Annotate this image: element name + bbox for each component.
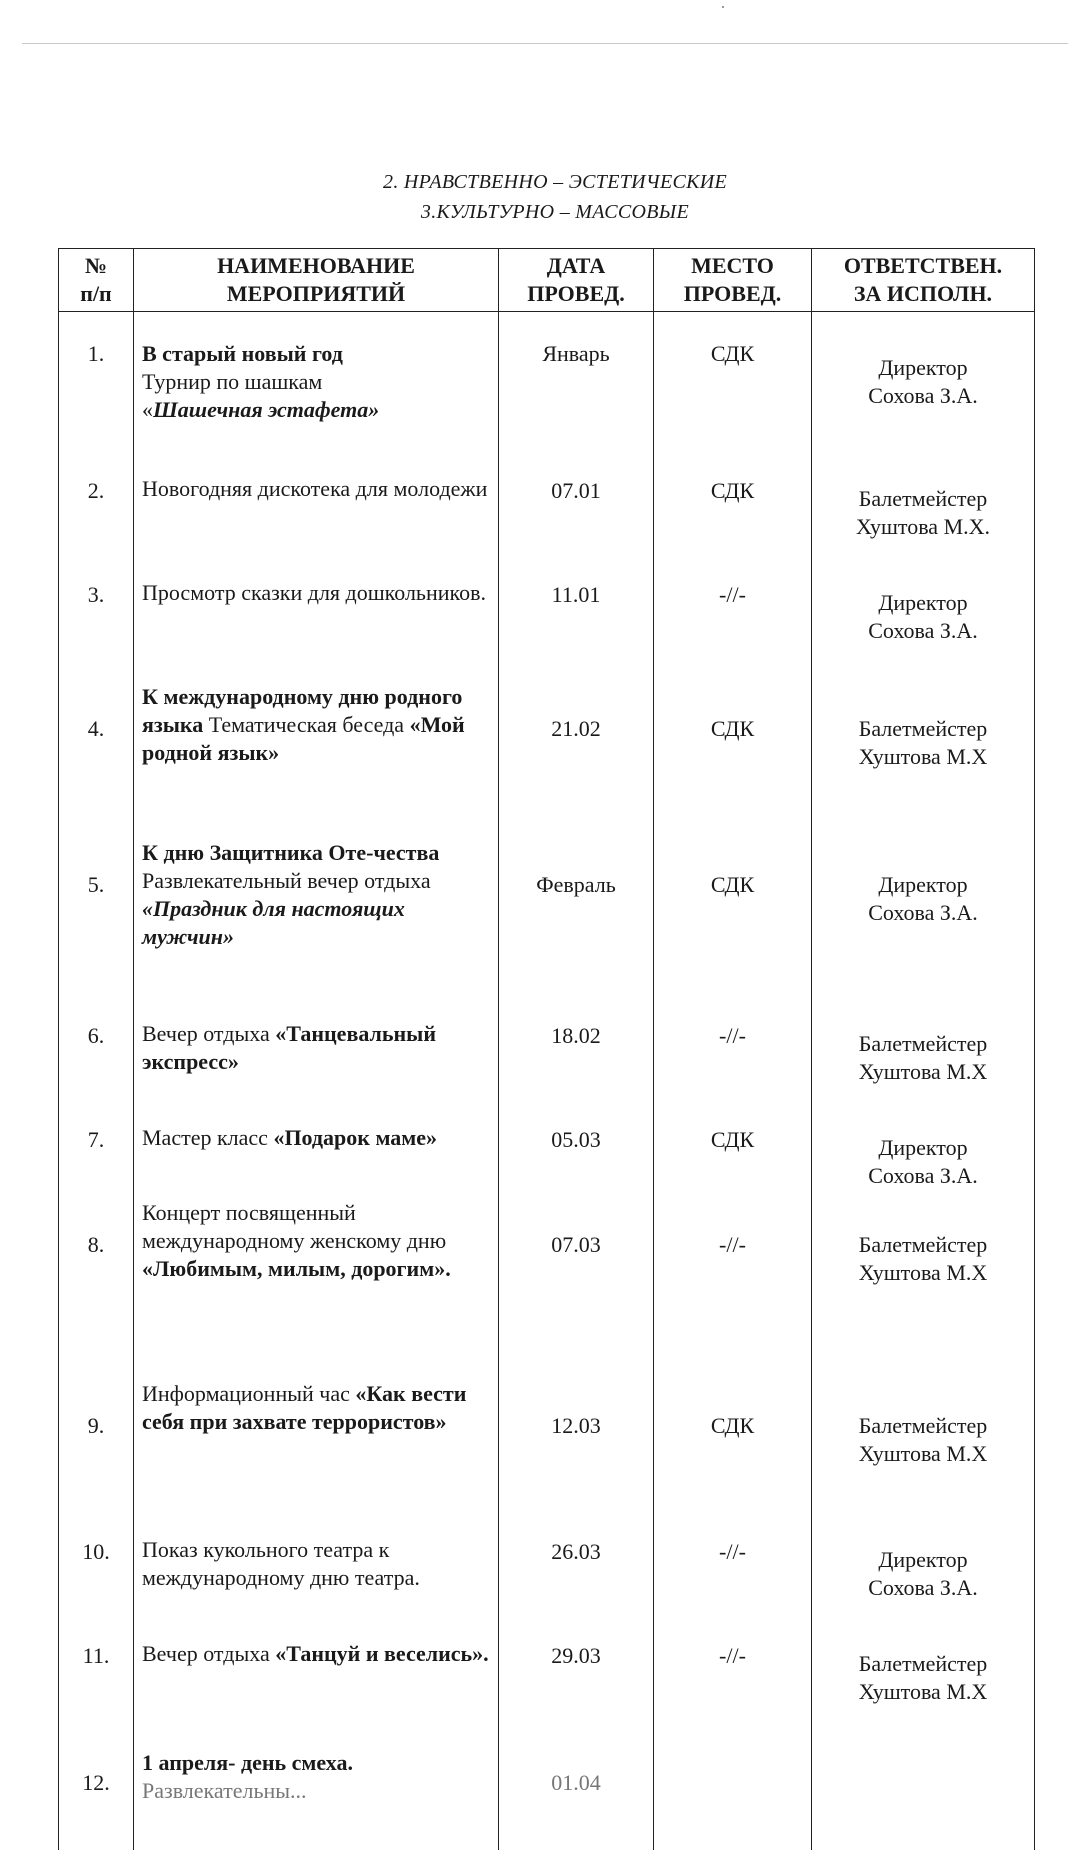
event-date: 07.01: [499, 467, 654, 571]
event-date: 26.03: [499, 1528, 654, 1632]
event-date: 01.04: [499, 1741, 654, 1850]
event-responsible: Балетмейстер Хуштова М.Х: [812, 1372, 1035, 1528]
table-row: [59, 467, 1035, 571]
event-date: 11.01: [499, 571, 654, 675]
row-number: 2.: [59, 467, 134, 571]
row-number: 10.: [59, 1528, 134, 1632]
table-row: [59, 675, 1035, 831]
event-place: -//-: [654, 1528, 812, 1632]
header-name: НАИМЕНОВАНИЕ МЕРОПРИЯТИЙ: [134, 249, 499, 312]
table-row: [59, 1741, 1035, 1850]
table-row: [59, 1528, 1035, 1632]
event-responsible: Балетмейстер Хуштова М.Х: [812, 1632, 1035, 1741]
event-date: 07.03: [499, 1191, 654, 1372]
event-place: -//-: [654, 571, 812, 675]
event-name: Вечер отдыха «Танцуй и веселись».: [134, 1632, 499, 1741]
event-date: 12.03: [499, 1372, 654, 1528]
row-number: 8.: [59, 1191, 134, 1372]
table-row: [59, 1372, 1035, 1528]
event-date: 21.02: [499, 675, 654, 831]
event-name: В старый новый год Турнир по шашкам «Шашечная эстафета»: [134, 312, 499, 468]
row-number: 5.: [59, 831, 134, 1012]
table-row: [59, 831, 1035, 1012]
event-name: Просмотр сказки для дошкольников.: [134, 571, 499, 675]
event-responsible: Директор Сохова З.А.: [812, 1528, 1035, 1632]
table-row: [59, 571, 1035, 675]
event-date: Февраль: [499, 831, 654, 1012]
event-name: Новогодняя дискотека для молодежи: [134, 467, 499, 571]
event-name: Мастер класс «Подарок маме»: [134, 1116, 499, 1191]
event-place: -//-: [654, 1632, 812, 1741]
event-name: К дню Защитника Оте-чества Развлекательный вечер отдыха «Праздник для настоящих мужчин»: [134, 831, 499, 1012]
event-place: СДК: [654, 831, 812, 1012]
event-date: Январь: [499, 312, 654, 468]
table-row: [59, 1191, 1035, 1372]
event-responsible: Балетмейстер Хуштова М.Х: [812, 1012, 1035, 1116]
event-name: Показ кукольного театра к международному дню театра.: [134, 1528, 499, 1632]
table-header-row: [59, 249, 1035, 312]
event-date: 29.03: [499, 1632, 654, 1741]
event-name: 1 апреля- день смеха. Развлекательны...: [134, 1741, 499, 1850]
header-num: № п/п: [59, 249, 134, 312]
scan-speck: [722, 6, 724, 8]
event-responsible: Директор Сохова З.А.: [812, 571, 1035, 675]
event-place: СДК: [654, 467, 812, 571]
event-responsible: Балетмейстер Хуштова М.Х: [812, 1191, 1035, 1372]
table-row: [59, 312, 1035, 468]
event-place: СДК: [654, 1116, 812, 1191]
event-responsible: Директор Сохова З.А.: [812, 1116, 1035, 1191]
event-place: -//-: [654, 1191, 812, 1372]
row-number: 4.: [59, 675, 134, 831]
header-resp: ОТВЕТСТВЕН. ЗА ИСПОЛН.: [812, 249, 1035, 312]
event-place: СДК: [654, 675, 812, 831]
event-responsible: Балетмейстер Хуштова М.Х.: [812, 467, 1035, 571]
table-row: [59, 1012, 1035, 1116]
header-place: МЕСТО ПРОВЕД.: [654, 249, 812, 312]
event-responsible: Директор Сохова З.А.: [812, 312, 1035, 468]
section-heading-2: 3.КУЛЬТУРНО – МАССОВЫЕ: [420, 201, 690, 223]
row-number: 3.: [59, 571, 134, 675]
row-number: 6.: [59, 1012, 134, 1116]
events-table: [58, 248, 1035, 1850]
event-name: Информационный час «Как вести себя при захвате террористов»: [134, 1372, 499, 1528]
row-number: 11.: [59, 1632, 134, 1741]
page-top-rule: [22, 43, 1068, 44]
section-heading-1: 2. НРАВСТВЕННО – ЭСТЕТИЧЕСКИЕ: [383, 171, 727, 193]
event-place: СДК: [654, 1372, 812, 1528]
event-date: 05.03: [499, 1116, 654, 1191]
event-responsible: Директор Сохова З.А.: [812, 831, 1035, 1012]
event-date: 18.02: [499, 1012, 654, 1116]
row-number: 9.: [59, 1372, 134, 1528]
row-number: 7.: [59, 1116, 134, 1191]
event-place: -//-: [654, 1012, 812, 1116]
event-place: СДК: [654, 312, 812, 468]
row-number: 1.: [59, 312, 134, 468]
event-responsible: [812, 1741, 1035, 1850]
event-name: К международному дню родного языка Тематическая беседа «Мой родной язык»: [134, 675, 499, 831]
table-row: [59, 1632, 1035, 1741]
event-responsible: Балетмейстер Хуштова М.Х: [812, 675, 1035, 831]
row-number: 12.: [59, 1741, 134, 1850]
event-name: Концерт посвященный международному женскому дню «Любимым, милым, дорогим».: [134, 1191, 499, 1372]
table-row: [59, 1116, 1035, 1191]
event-name: Вечер отдыха «Танцевальный экспресс»: [134, 1012, 499, 1116]
header-date: ДАТА ПРОВЕД.: [499, 249, 654, 312]
event-place: [654, 1741, 812, 1850]
